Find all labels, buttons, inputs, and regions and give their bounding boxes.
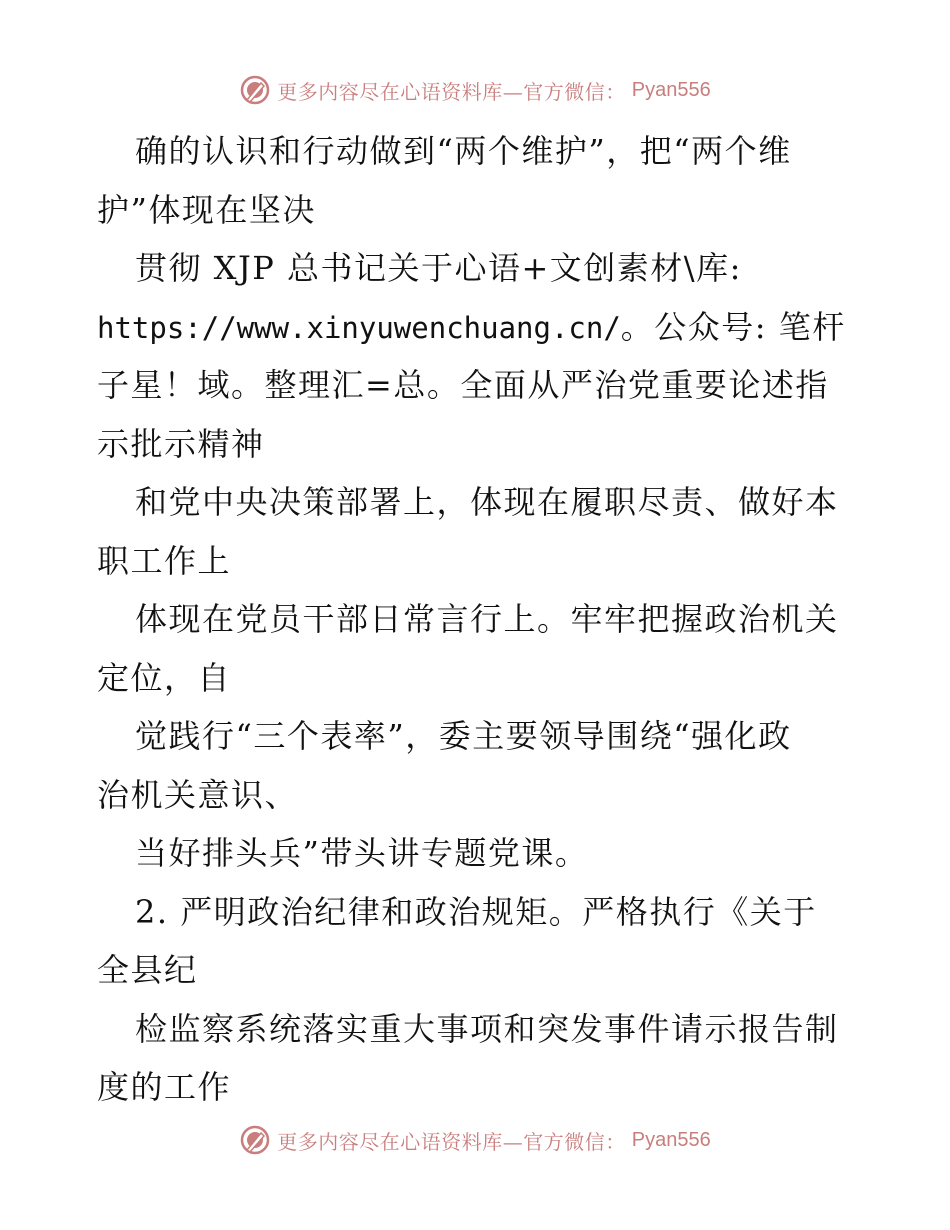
text-line: 当好排头兵”带头讲专题党课。 — [135, 834, 589, 872]
text-line: 2. 严明政治纪律和政治规矩。严格执行《关于 — [135, 892, 817, 931]
watermark-text: 更多内容尽在心语资料库—官方微信： — [277, 1129, 626, 1154]
pen-seal-icon — [239, 1124, 271, 1156]
watermark-wechat-id: Pyan556 — [631, 1128, 711, 1151]
text-line: 护”体现在坚决 — [97, 190, 316, 229]
text-line: 子星！域。整理汇=总。全面从严治党重要论述指 — [97, 366, 829, 404]
text-line: 度的工作 — [97, 1068, 232, 1106]
text-line: 体现在党员干部日常言行上。牢牢把握政治机关 — [135, 600, 839, 638]
text-line: 和党中央决策部署上，体现在履职尽责、做好本 — [135, 483, 839, 521]
footer-watermark — [0, 1120, 950, 1160]
text-line-url — [97, 298, 857, 357]
document-body — [97, 122, 857, 1117]
header-watermark — [0, 70, 950, 110]
url-text: https://www.xinyuwenchuang.cn/ — [97, 310, 621, 345]
watermark-wechat-id: Pyan556 — [631, 78, 711, 101]
text-line: 全县纪 — [97, 951, 198, 989]
text-line: 检监察系统落实重大事项和突发事件请示报告制 — [135, 1009, 839, 1048]
url-trailing-text: 。公众号: 笔杆 — [620, 307, 846, 346]
text-line: 职工作上 — [97, 541, 232, 580]
text-line: 治机关意识、 — [97, 775, 299, 814]
text-line: 觉践行“三个表率”，委主要领导围绕“强化政 — [135, 717, 792, 755]
pen-seal-icon — [239, 74, 271, 106]
text-line: 示批示精神 — [97, 424, 265, 463]
text-line: 确的认识和行动做到“两个维护”，把“两个维 — [135, 132, 792, 170]
watermark-text: 更多内容尽在心语资料库—官方微信： — [277, 79, 626, 104]
text-line: 贯彻 XJP 总书记关于心语+文创素材\库: — [135, 249, 742, 287]
text-line: 定位，自 — [97, 658, 232, 697]
